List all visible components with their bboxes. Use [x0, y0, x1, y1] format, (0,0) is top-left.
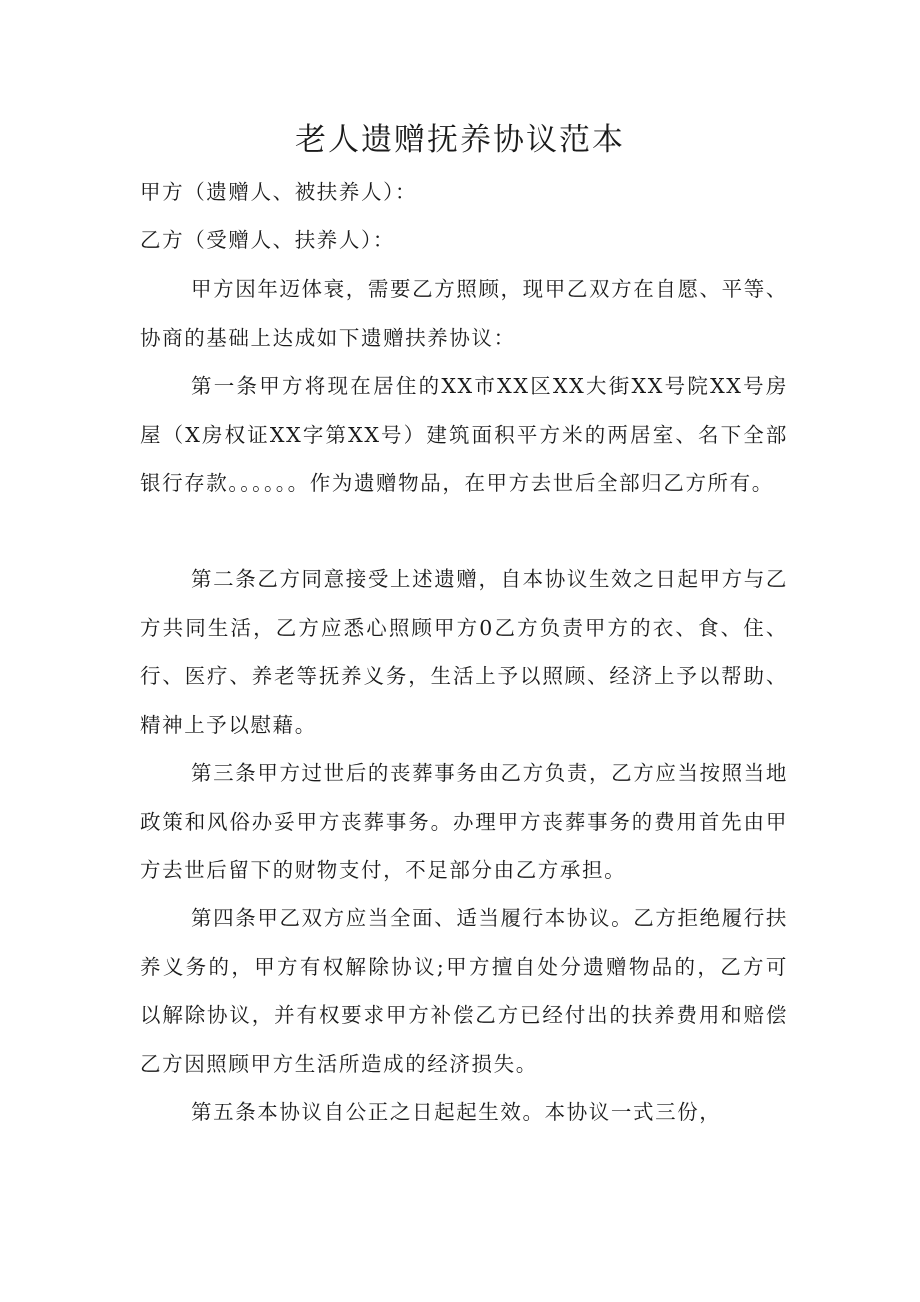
article-1-paragraph: 第一条甲方将现在居住的XX市XX区XX大街XX号院XX号房屋（X房权证XX字第XX号）建筑面积平方米的两居室、名下全部银行存款。。。。。。作为遗赠物品，在甲方去世后全部归乙方所有。 — [140, 374, 788, 496]
party-a-line: 甲方（遗赠人、被扶养人）： — [140, 180, 418, 204]
article-4-paragraph: 第四条甲乙双方应当全面、适当履行本协议。乙方拒绝履行扶养义务的，甲方有权解除协议;甲方擅自处分遗赠物品的，乙方可以解除协议，并有权要求甲方补偿乙方已经付出的扶养费用和赔偿乙方因照顾甲方生活所造成的经济损失。 — [140, 906, 788, 1076]
intro-paragraph: 甲方因年迈体衰，需要乙方照顾，现甲乙双方在自愿、平等、协商的基础上达成如下遗赠扶养协议： — [140, 277, 788, 350]
article-2-paragraph: 第二条乙方同意接受上述遗赠，自本协议生效之日起甲方与乙方共同生活，乙方应悉心照顾甲方0乙方负责甲方的衣、食、住、行、医疗、养老等抚养义务，生活上予以照顾、经济上予以帮助、精神上予以慰藉。 — [140, 567, 788, 737]
article-3-paragraph: 第三条甲方过世后的丧葬事务由乙方负责，乙方应当按照当地政策和风俗办妥甲方丧葬事务。办理甲方丧葬事务的费用首先由甲方去世后留下的财物支付，不足部分由乙方承担。 — [140, 761, 788, 883]
party-b-line: 乙方（受赠人、扶养人）： — [140, 228, 395, 252]
document-title: 老人遗赠抚养协议范本 — [295, 122, 625, 158]
article-5-paragraph: 第五条本协议自公正之日起起生效。本协议一式三份， — [191, 1100, 722, 1124]
